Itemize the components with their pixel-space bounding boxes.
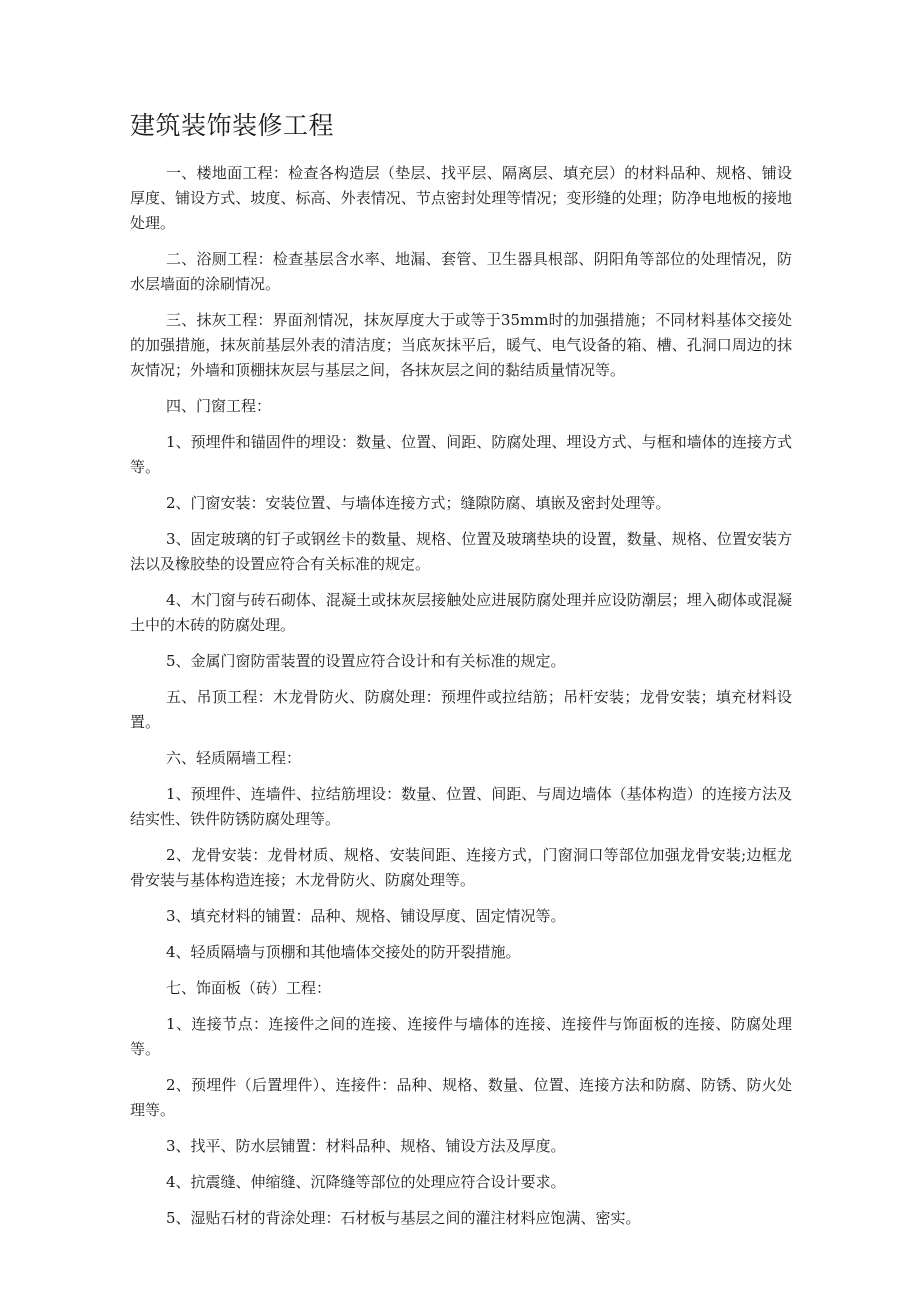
list-item-doors-windows-4: 4、木门窗与砖石砌体、混凝土或抹灰层接触处应进展防腐处理并应设防潮层；埋入砌体或混凝土中的木砖的防腐处理。 [130,591,792,634]
list-item-partition-1: 1、预埋件、连墙件、拉结筋埋设：数量、位置、间距、与周边墙体（基体构造）的连接方法及结实性、铁件防锈防腐处理等。 [130,785,792,828]
paragraph-plastering-works: 三、抹灰工程：界面剂情况，抹灰厚度大于或等于35mm时的加强措施；不同材料基体交接处的加强措施，抹灰前基层外表的清洁度；当底灰抹平后，暖气、电气设备的箱、槽、孔洞口周边的抹灰情况；外墙和顶棚抹灰层与基层之间，各抹灰层之间的黏结质量情况等。 [130,311,792,379]
list-item-doors-windows-3: 3、固定玻璃的钉子或钢丝卡的数量、规格、位置及玻璃垫块的设置，数量、规格、位置安装方法以及橡胶垫的设置应符合有关标准的规定。 [130,530,792,573]
list-item-partition-4: 4、轻质隔墙与顶棚和其他墙体交接处的防开裂措施。 [166,943,521,961]
list-item-facing-5: 5、湿贴石材的背涂处理：石材板与基层之间的灌注材料应饱满、密实。 [166,1209,641,1227]
section-heading-facing-panels: 七、饰面板（砖）工程： [166,979,332,997]
document-page [130,108,792,1242]
document-title: 建筑装饰装修工程 [130,111,335,140]
paragraph-floor-works: 一、楼地面工程：检查各构造层（垫层、找平层、隔离层、填充层）的材料品种、规格、铺设厚度、铺设方式、坡度、标高、外表情况、节点密封处理等情况；变形缝的处理；防净电地板的接地处理。 [130,164,792,232]
paragraph-bathroom-works: 二、浴厕工程：检查基层含水率、地漏、套管、卫生器具根部、阴阳角等部位的处理情况，防水层墙面的涂刷情况。 [130,250,792,293]
paragraph-ceiling-works: 五、吊顶工程：木龙骨防火、防腐处理：预埋件或拉结筋；吊杆安装；龙骨安装；填充材料设置。 [130,688,792,731]
list-item-facing-1: 1、连接节点：连接件之间的连接、连接件与墙体的连接、连接件与饰面板的连接、防腐处理等。 [130,1015,792,1058]
list-item-doors-windows-1: 1、预埋件和锚固件的埋设：数量、位置、间距、防腐处理、埋设方式、与框和墙体的连接方式等。 [130,433,792,476]
list-item-facing-2: 2、预埋件（后置埋件）、连接件：品种、规格、数量、位置、连接方法和防腐、防锈、防火处理等。 [130,1076,792,1119]
list-item-facing-3: 3、找平、防水层铺置：材料品种、规格、铺设方法及厚度。 [166,1137,566,1155]
section-heading-doors-windows: 四、门窗工程： [166,397,272,415]
list-item-doors-windows-2: 2、门窗安装：安装位置、与墙体连接方式；缝隙防腐、填嵌及密封处理等。 [166,494,671,512]
list-item-facing-4: 4、抗震缝、伸缩缝、沉降缝等部位的处理应符合设计要求。 [166,1173,566,1191]
list-item-partition-3: 3、填充材料的铺置：品种、规格、铺设厚度、固定情况等。 [166,907,566,925]
list-item-doors-windows-5: 5、金属门窗防雷装置的设置应符合设计和有关标准的规定。 [166,652,566,670]
section-heading-partition-walls: 六、轻质隔墙工程： [166,749,302,767]
list-item-partition-2: 2、龙骨安装：龙骨材质、规格、安装间距、连接方式，门窗洞口等部位加强龙骨安装;边框龙骨安装与基体构造连接；木龙骨防火、防腐处理等。 [130,846,792,889]
